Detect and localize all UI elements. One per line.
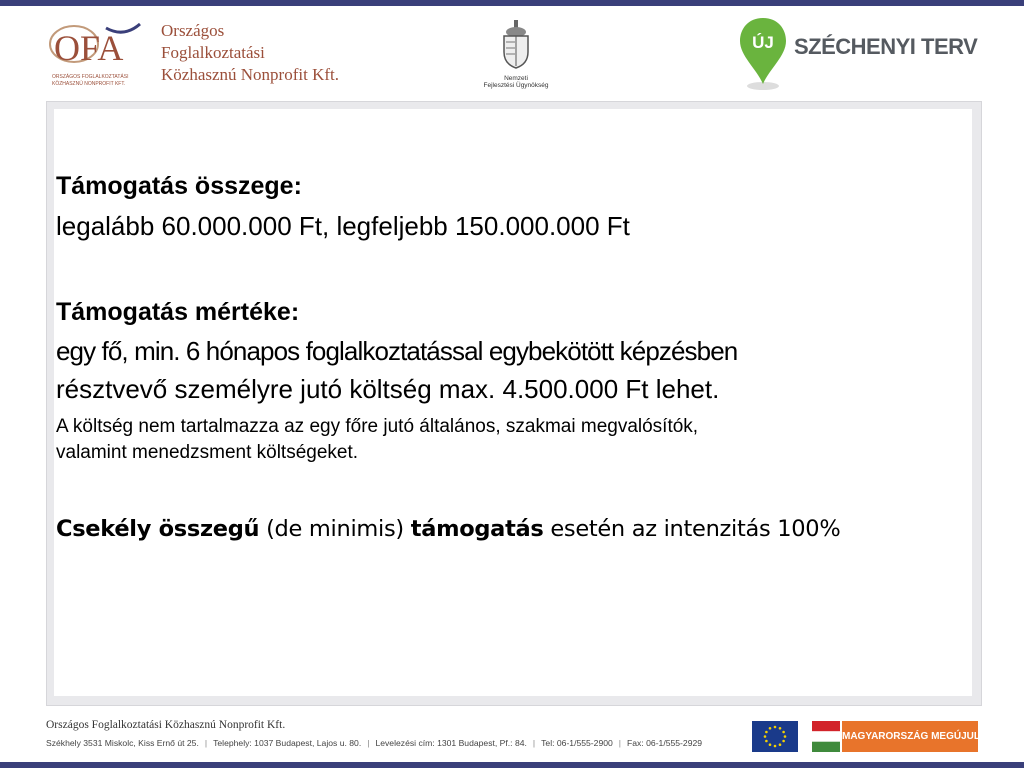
ofa-name-line-2: Foglalkoztatási [161, 43, 265, 62]
footer-org-name: Országos Foglalkoztatási Közhasznú Nonprofit Kft. [46, 719, 286, 731]
hungarian-flag-icon [812, 721, 840, 752]
footer-phone: Tel: 06-1/555-2900 [541, 738, 613, 748]
magyarorszag-megujul-text: MAGYARORSZÁG MEGÚJUL [842, 721, 978, 752]
ofa-name-line-1: Országos [161, 21, 225, 40]
de-minimis-normal-1: (de minimis) [259, 516, 411, 542]
support-rate-line-1: egy fő, min. 6 hónapos foglalkoztatással egybekötött képzésben [56, 336, 738, 366]
ofa-logo-text: OFA [54, 28, 124, 68]
magyarorszag-megujul-badge [812, 721, 978, 752]
de-minimis-line [56, 516, 966, 542]
map-pin-icon [738, 16, 788, 92]
heading-support-rate: Támogatás mértéke: [56, 298, 300, 326]
nfu-caption-1: Nemzeti [504, 75, 528, 82]
footer-address-hq: Székhely 3531 Miskolc, Kiss Ernő út 25. [46, 738, 199, 748]
ofa-logo-small-2: KÖZHASZNÚ NONPROFIT KFT. [52, 81, 126, 87]
ofa-logo [44, 18, 148, 90]
szechenyi-text: SZÉCHENYI TERV [794, 34, 978, 59]
ofa-name-line-3: Közhasznú Nonprofit Kft. [161, 65, 339, 84]
nfu-logo [478, 18, 554, 92]
ofa-name [161, 20, 421, 86]
support-rate-line-2: résztvevő személyre jutó költség max. 4.500.000 Ft lehet. [56, 374, 720, 404]
szechenyi-badge: ÚJ [752, 33, 774, 52]
eu-flag-icon [752, 721, 798, 752]
de-minimis-bold-1: Csekély összegű [56, 516, 260, 542]
footer-addresses: Székhely 3531 Miskolc, Kiss Ernő út 25. | Telephely: 1037 Budapest, Lajos u. 80. | Levelezési cím: 1301 Budapest, Pf.: 84. | Tel: 06-1/555-2900 | Fax: 06-1/555-2929 [46, 738, 703, 748]
bottom-border [0, 762, 1024, 768]
support-amount-text: legalább 60.000.000 Ft, legfeljebb 150.000.000 Ft [56, 211, 630, 241]
footer-address-mail: Levelezési cím: 1301 Budapest, Pf.: 84. [375, 738, 527, 748]
de-minimis-bold-2: támogatás [410, 516, 544, 542]
top-border [0, 0, 1024, 6]
footer-address-site: Telephely: 1037 Budapest, Lajos u. 80. [213, 738, 362, 748]
heading-support-amount: Támogatás összege: [56, 172, 302, 200]
cost-note-line-1: A költség nem tartalmazza az egy főre jutó általános, szakmai megvalósítók, [56, 416, 699, 437]
szechenyi-terv-logo [738, 16, 988, 92]
nfu-caption-2: Fejlesztési Ügynökség [483, 82, 549, 89]
ofa-logo-small-1: ORSZÁGOS FOGLALKOZTATÁSI [52, 74, 129, 80]
coat-of-arms-icon [500, 18, 532, 70]
de-minimis-normal-2: esetén az intenzitás 100% [543, 516, 841, 542]
footer-fax: Fax: 06-1/555-2929 [627, 738, 703, 748]
slide-content [56, 168, 966, 542]
cost-note-line-2: valamint menedzsment költségeket. [56, 442, 359, 463]
